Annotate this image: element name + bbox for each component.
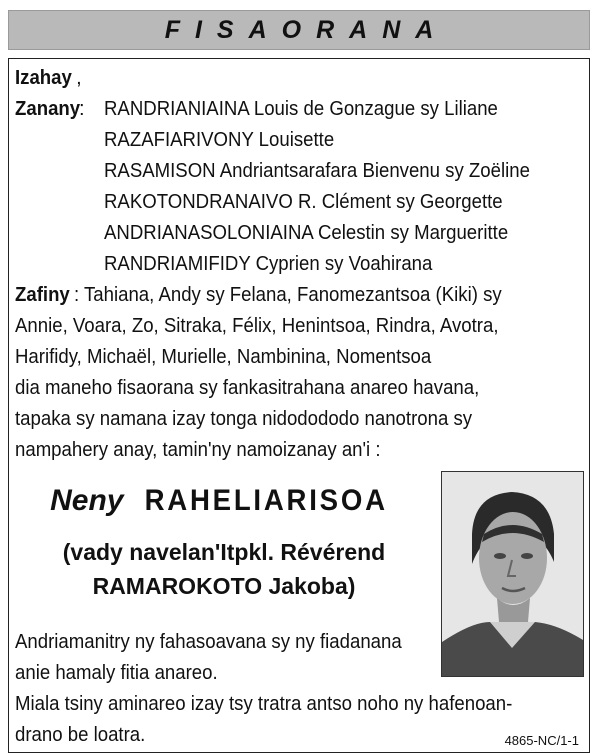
deceased-prefix: Neny <box>50 484 124 517</box>
closing-line: Andriamanitry ny fahasoavana sy ny fiadanana <box>15 631 402 653</box>
closing-line: Miala tsiny aminareo izay tsy tratra antso noho ny hafenoan- <box>15 693 513 715</box>
deceased-name <box>9 484 439 518</box>
child-name: RANDRIANIAINA Louis de Gonzague sy Liliane <box>104 98 498 120</box>
closing-line: anie hamaly fitia anareo. <box>15 662 218 684</box>
izahay-line <box>15 63 82 94</box>
child-name: ANDRIANASOLONIAINA Celestin sy Margueritte <box>104 222 509 244</box>
izahay-punct: , <box>76 67 82 89</box>
header-title: FISAORANA <box>164 15 449 44</box>
deceased-subtitle-1: (vady navelan'Itpkl. Révérend <box>62 539 386 565</box>
closing-line: drano be loatra. <box>15 724 146 746</box>
child-name: RAKOTONDRANAIVO R. Clément sy Georgette <box>104 191 503 213</box>
child-name: RAZAFIARIVONY Louisette <box>104 129 335 151</box>
zafiny-line-1 <box>15 280 534 311</box>
zafiny-text: : Tahiana, Andy sy Felana, Fanomezantsoa (Kiki) sy <box>73 284 502 306</box>
izahay-label: Izahay <box>15 67 72 89</box>
zafiny-line-2: Annie, Voara, Zo, Sitraka, Félix, Henintsoa, Rindra, Avotra, <box>15 315 499 337</box>
reference-code: 4865-NC/1-1 <box>504 733 579 748</box>
announcement-body <box>8 58 590 753</box>
child-name: RASAMISON Andriantsarafara Bienvenu sy Zoëline <box>104 160 530 182</box>
announcement-frame <box>8 10 590 748</box>
message-line: nampahery anay, tamin'ny namoizanay an'i : <box>15 439 381 461</box>
child-name: RANDRIAMIFIDY Cyprien sy Voahirana <box>104 253 433 275</box>
deceased-subtitle-2: RAMAROKOTO Jakoba) <box>92 573 356 599</box>
zafiny-line-3: Harifidy, Michaël, Murielle, Nambinina, Nomentsoa <box>15 346 432 368</box>
zafiny-label: Zafiny <box>15 284 70 306</box>
zanany-label: Zanany <box>15 98 81 120</box>
header-banner <box>8 10 590 50</box>
zanany-line-1 <box>15 94 85 125</box>
message-line: tapaka sy namana izay tonga nidodododo nanotrona sy <box>15 408 473 430</box>
portrait-icon <box>442 472 583 676</box>
zanany-sep: : <box>79 98 85 120</box>
portrait-photo <box>441 471 584 677</box>
deceased-surname: RAHELIARISOA <box>144 484 388 517</box>
message-line: dia maneho fisaorana sy fankasitrahana anareo havana, <box>15 377 480 399</box>
